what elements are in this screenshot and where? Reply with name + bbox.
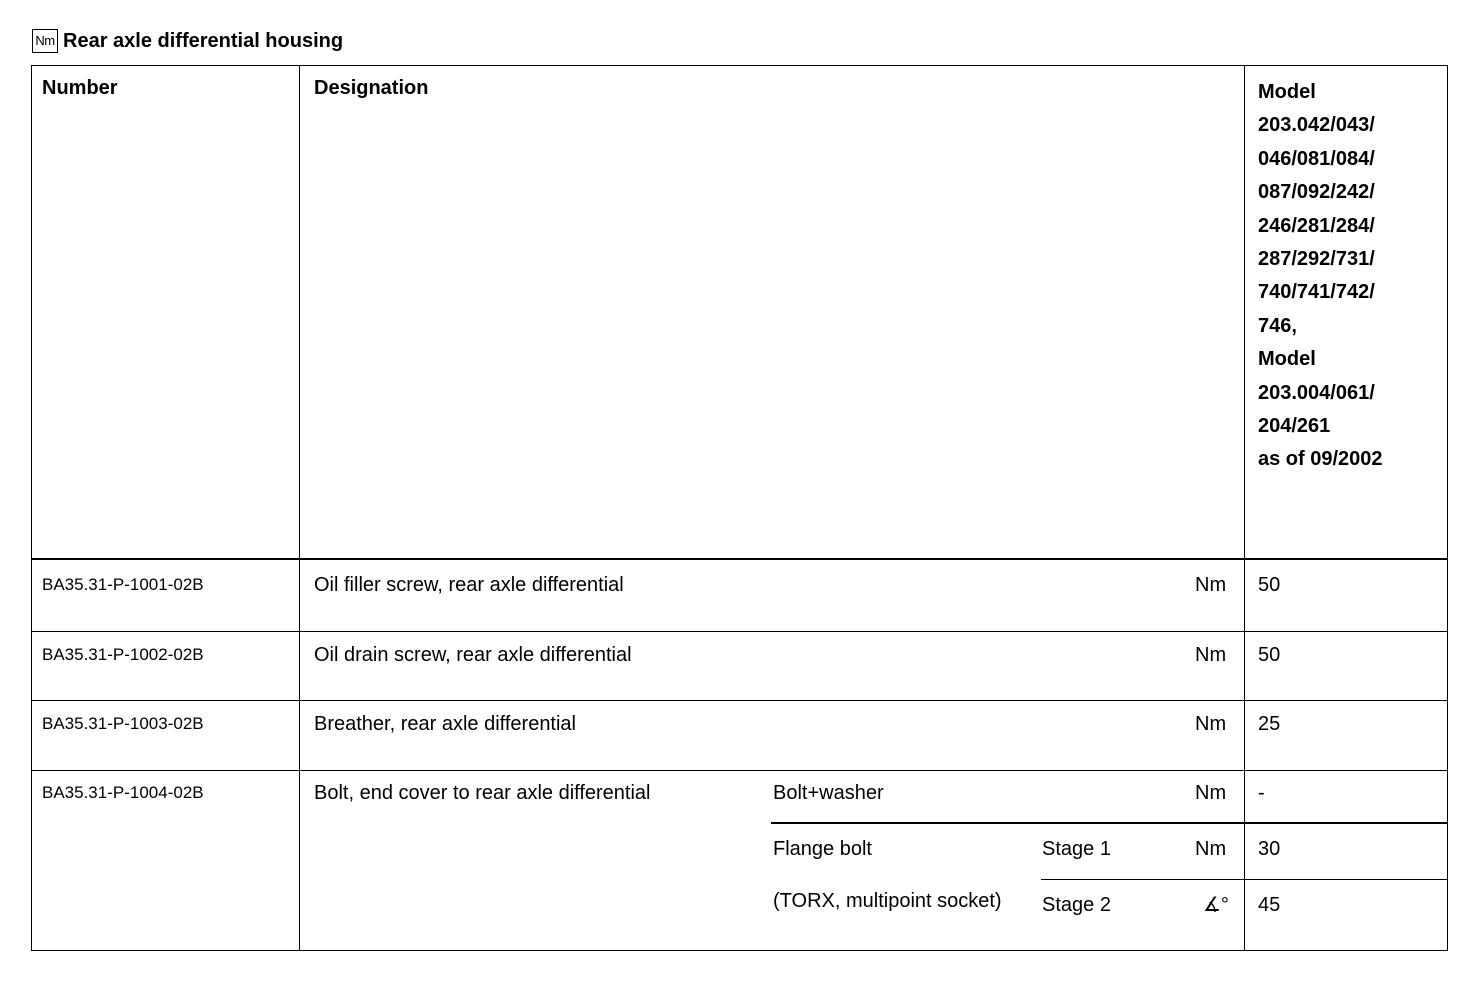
row-designation: Bolt, end cover to rear axle differential (314, 782, 651, 804)
nm-torque-icon: Nm (32, 29, 58, 53)
model-line: 287/292/731/ (1258, 248, 1375, 271)
column-divider-number (299, 65, 300, 951)
row-value: 50 (1258, 574, 1281, 596)
model-line: 046/081/084/ (1258, 147, 1375, 170)
sub-unit: Nm (1195, 838, 1227, 860)
model-line: 746, (1258, 314, 1297, 337)
row-number: BA35.31-P-1003-02B (42, 714, 204, 733)
row-number: BA35.31-P-1001-02B (42, 575, 204, 594)
sub-unit: Nm (1195, 782, 1227, 804)
header-designation: Designation (314, 77, 429, 99)
row-divider (31, 700, 1448, 701)
model-line: as of 09/2002 (1258, 448, 1383, 471)
row-designation: Breather, rear axle differential (314, 713, 577, 735)
row-number: BA35.31-P-1002-02B (42, 645, 204, 664)
model-line: Model (1258, 81, 1316, 103)
model-line: 246/281/284/ (1258, 214, 1375, 237)
sub-label: (TORX, multipoint socket) (773, 890, 1002, 912)
angle-degree-icon: ∡° (1203, 894, 1229, 916)
header-model (1258, 76, 1383, 477)
table-border-left (31, 65, 32, 951)
row-unit: Nm (1195, 644, 1227, 666)
model-line: 203.042/043/ (1258, 114, 1375, 137)
row-designation: Oil drain screw, rear axle differential (314, 644, 632, 666)
row-number: BA35.31-P-1004-02B (42, 783, 204, 802)
model-line: 204/261 (1258, 415, 1331, 438)
sub-value: - (1258, 782, 1265, 804)
row-value: 50 (1258, 644, 1281, 666)
column-divider-model (1244, 65, 1245, 951)
row-unit: Nm (1195, 574, 1227, 596)
table-border-right (1447, 65, 1448, 951)
row-divider (31, 770, 1448, 771)
sub-stage: Stage 1 (1042, 838, 1111, 860)
sub-label: Flange bolt (773, 838, 872, 860)
sub-label: Bolt+washer (773, 782, 884, 804)
row-value: 25 (1258, 713, 1281, 735)
sub-value: 45 (1258, 894, 1281, 916)
sub-row-divider (1041, 879, 1448, 880)
page-title (32, 26, 343, 56)
model-line: 203.004/061/ (1258, 381, 1375, 404)
row-unit: Nm (1195, 713, 1227, 735)
table-border-bottom (31, 950, 1448, 951)
model-line: Model (1258, 348, 1316, 371)
header-number: Number (42, 77, 118, 99)
model-line: 740/741/742/ (1258, 281, 1375, 304)
row-designation: Oil filler screw, rear axle differential (314, 574, 624, 596)
sub-row-divider (771, 822, 1448, 824)
table-border-top (31, 65, 1448, 66)
model-line: 087/092/242/ (1258, 181, 1375, 204)
row-divider (31, 631, 1448, 632)
sub-stage: Stage 2 (1042, 894, 1111, 916)
sub-value: 30 (1258, 838, 1281, 860)
page-title-text: Rear axle differential housing (63, 29, 344, 52)
header-divider (31, 558, 1448, 560)
